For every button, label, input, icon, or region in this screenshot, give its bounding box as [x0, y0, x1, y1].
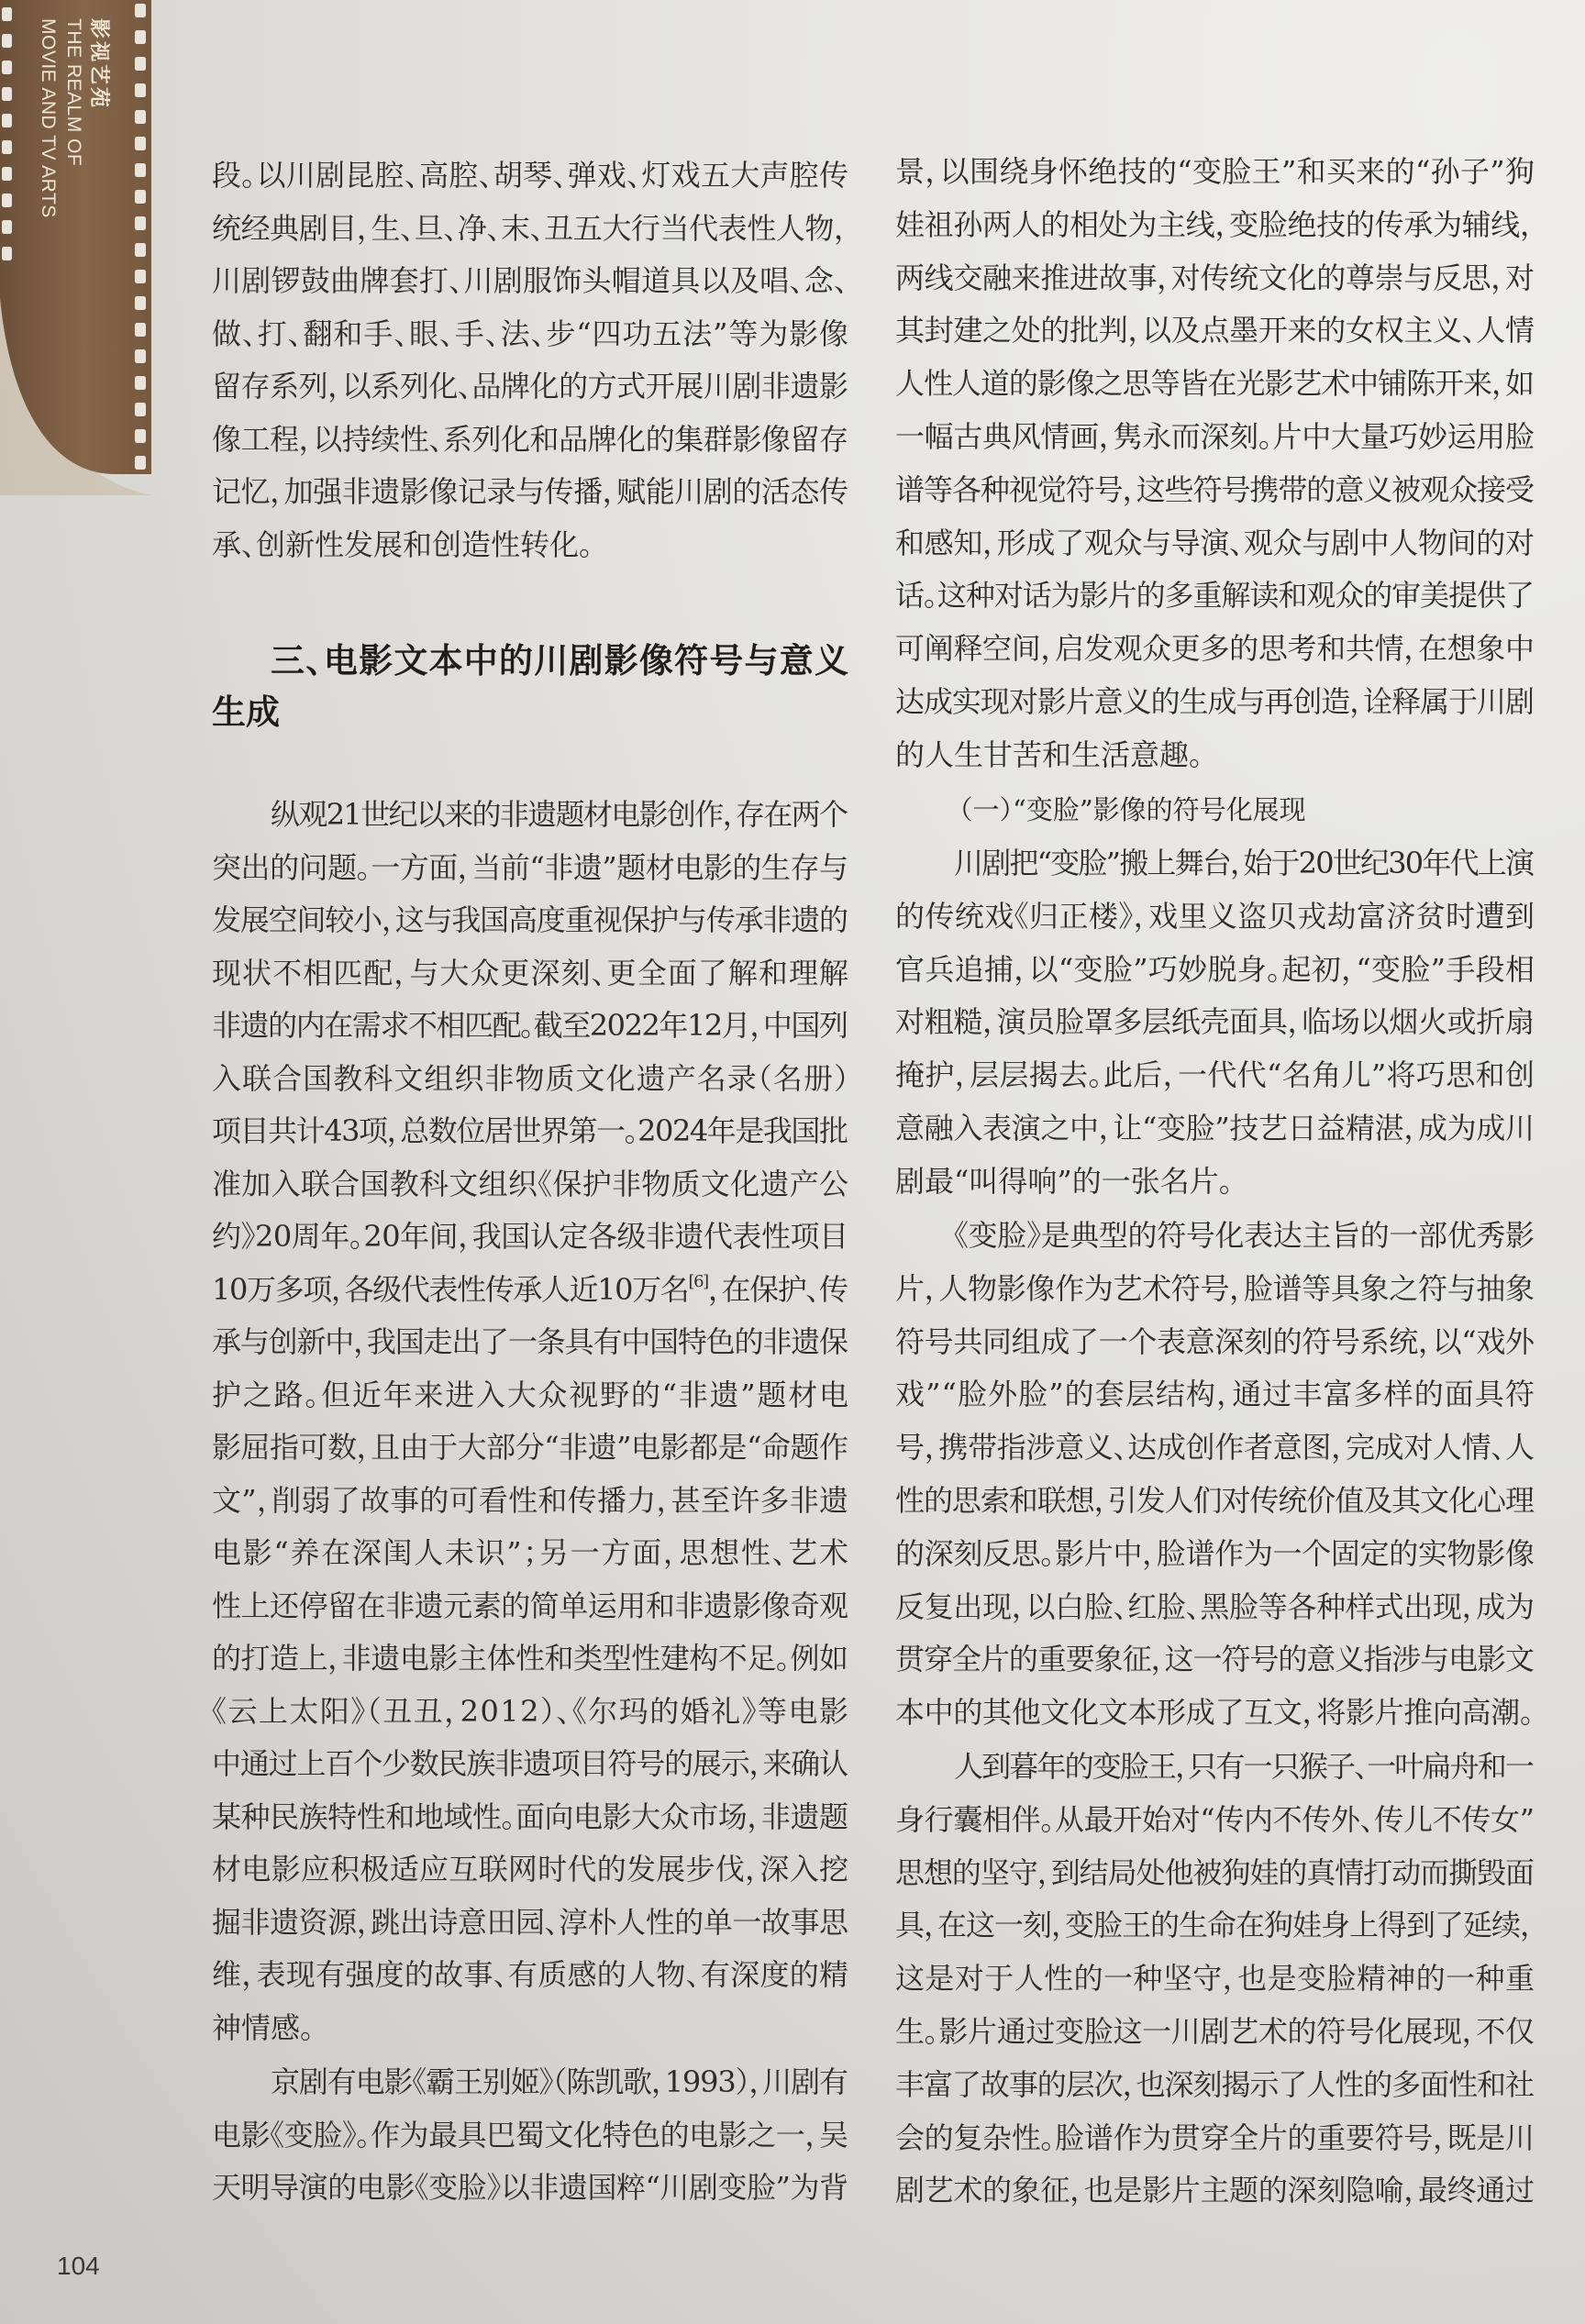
magazine-title-cn: 影视艺苑 [88, 18, 111, 111]
text-segment: ，在保护、传 [707, 1271, 848, 1307]
line-text: 《变脸》是典型的符号化表达主旨的一部优秀影 [954, 1218, 1535, 1253]
line-text: 片，人物影像作为艺术符号，脸谱等具象之符与抽象 [895, 1270, 1535, 1306]
sprocket-hole [135, 376, 146, 390]
line-text: 具，在这一刻，变脸王的生命在狗娃身上得到了延续， [895, 1908, 1534, 1943]
line-text: 其封建之处的批判，以及点墨开来的女权主义、人情 [895, 313, 1535, 349]
line-text: 意融入表演之中，让“变脸”技艺日益精湛，成为成川 [895, 1110, 1535, 1145]
magazine-sidebar-band [0, 0, 156, 495]
text-line [895, 1741, 1535, 1794]
line-text: 对粗糙，演员脸罩多层纸壳面具，临场以烟火或折扇 [895, 1004, 1535, 1040]
line-text: 京剧有电影《霸王别姬》（陈凯歌，1993），川剧有 [271, 2064, 848, 2099]
text-line [895, 199, 1535, 252]
paragraph [895, 1741, 1535, 2218]
text-line [895, 1953, 1535, 2006]
text-line [212, 1527, 848, 1580]
text-line [212, 1422, 848, 1475]
text-segment: 10万多项，各级代表性传承人近10万名 [212, 1271, 689, 1307]
text-line [895, 623, 1535, 676]
line-text: （一）“变脸”影像的符号化展现 [959, 794, 1306, 825]
text-line [212, 1105, 848, 1158]
line-text: 这是对于人性的一种坚守，也是变脸精神的一种重 [895, 1961, 1535, 1997]
text-line [212, 1949, 848, 2002]
line-text: 承与创新中，我国走出了一条具有中国特色的非遗保 [212, 1324, 848, 1359]
text-line [212, 2109, 848, 2163]
magazine-title-en-line1: THE REALM OF [63, 18, 84, 167]
text-line [895, 1581, 1535, 1634]
sprocket-hole [135, 296, 146, 310]
sprocket-hole [135, 30, 146, 44]
line-text: 维，表现有强度的故事、有质感的人物、有深度的精 [212, 1957, 849, 1992]
line-text: 本中的其他文化文本形成了互文，将影片推向高潮。 [895, 1695, 1535, 1731]
text-line [895, 411, 1535, 464]
text-line [895, 1316, 1535, 1369]
text-line [212, 1632, 848, 1686]
text-line [895, 304, 1535, 358]
line-text: 现状不相匹配，与大众更深刻、更全面了解和理解 [212, 955, 850, 990]
text-line [212, 947, 848, 1001]
section-heading [212, 636, 848, 738]
paragraph-continued [895, 146, 1535, 782]
sprocket-hole [135, 190, 146, 204]
sprocket-hole [135, 83, 146, 97]
text-line [895, 891, 1535, 944]
text-line [212, 1369, 848, 1422]
text-line [895, 1156, 1535, 1209]
line-text: 准加入联合国教科文组织《保护非物质文化遗产公 [212, 1166, 849, 1201]
text-line [895, 252, 1535, 305]
sprocket-hole [135, 163, 146, 177]
line-text: 贯穿全片的重要象征，这一符号的意义指涉与电影文 [895, 1642, 1534, 1677]
text-line [895, 464, 1535, 517]
text-line [212, 1316, 848, 1369]
sprocket-hole [2, 140, 12, 154]
text-line [895, 996, 1535, 1049]
sprocket-hole [2, 220, 12, 234]
line-text: 掘非遗资源，跳出诗意田园、淳朴人性的单一故事思 [212, 1904, 848, 1940]
sprocket-hole [135, 323, 146, 337]
text-line [212, 1580, 848, 1633]
sprocket-hole [2, 167, 12, 181]
text-line [895, 2164, 1535, 2218]
line-text: 某种民族特性和地域性。面向电影大众市场，非遗题 [212, 1798, 848, 1834]
sprocket-hole [135, 57, 146, 71]
line-text: 记忆，加强非遗影像记录与传播，赋能川剧的活态传 [212, 474, 848, 509]
line-text: 的打造上，非遗电影主体性和类型性建构不足。例如 [212, 1641, 848, 1676]
text-line [895, 1422, 1535, 1475]
line-text: 话。这种对话为影片的多重解读和观众的审美提供了 [895, 578, 1534, 614]
text-line [895, 358, 1535, 411]
page-number: 104 [57, 2252, 100, 2280]
line-text: 的人生甘苦和生活意趣。 [895, 736, 1204, 772]
line-text: 统经典剧目，生、旦、净、末、丑五大行当代表性人物， [212, 210, 848, 246]
line-text: 发展空间较小，这与我国高度重视保护与传承非遗的 [212, 902, 848, 937]
text-line [212, 636, 848, 687]
line-text: 项目共计43项，总数位居世界第一。2024年是我国批 [212, 1113, 848, 1148]
sprocket-hole [135, 456, 146, 470]
line-text: 身行囊相伴。从最开始对“传内不传外、传儿不传女” [895, 1801, 1535, 1837]
text-line [895, 1899, 1535, 1953]
text-line [212, 519, 848, 572]
line-text: 电影“养在深闺人未识”；另一方面，思想性、艺术 [212, 1535, 850, 1570]
line-text: 护之路。但近年来进入大众视野的“非遗”题材电 [212, 1377, 850, 1412]
text-line [212, 789, 848, 842]
text-line [212, 360, 848, 414]
text-line [895, 2006, 1535, 2059]
subsection-heading [895, 784, 1535, 837]
line-text: 非遗的内在需求不相匹配。截至2022年12月，中国列 [212, 1008, 848, 1043]
line-text: 娃祖孙两人的相处为主线，变脸绝技的传承为辅线， [895, 206, 1535, 242]
line-text: 川剧把“变脸”搬上舞台，始于20世纪30年代上演 [954, 846, 1534, 880]
sprocket-hole [135, 110, 146, 124]
line-text: 官兵追捕，以“变脸”巧妙脱身。起初，“变脸”手段相 [895, 951, 1535, 987]
line-text: 入联合国教科文组织非物质文化遗产名录（名册） [212, 1060, 850, 1096]
sprocket-hole [135, 4, 146, 17]
text-line [212, 1791, 848, 1844]
sprocket-hole [135, 349, 146, 363]
line-text: 影屈指可数，且由于大部分“非遗”电影都是“命题作 [212, 1430, 848, 1465]
text-line [212, 842, 848, 895]
text-line [895, 2112, 1535, 2165]
text-line [212, 2056, 848, 2109]
line-text: 剧艺术的象征，也是影片主题的深刻隐喻，最终通过 [895, 2173, 1535, 2208]
line-text: 谱等各种视觉符号，这些符号携带的意义被观众接受 [895, 471, 1534, 507]
sprocket-hole [135, 216, 146, 230]
text-line [212, 1738, 848, 1791]
line-text: 中通过上百个少数民族非遗项目符号的展示，来确认 [212, 1746, 848, 1781]
line-text: 和感知，形成了观众与导演、观众与剧中人物间的对 [895, 525, 1535, 560]
text-line [212, 255, 848, 308]
sprocket-hole [135, 403, 146, 416]
text-line [895, 729, 1535, 782]
paragraph [895, 837, 1535, 1209]
text-line [895, 784, 1535, 837]
line-text: 丰富了故事的层次，也深刻揭示了人性的多面性和社 [895, 2066, 1534, 2102]
sprocket-hole [2, 194, 12, 207]
line-text: 戏”“脸外脸”的套层结构，通过丰富多样的面具符 [895, 1377, 1536, 1412]
text-line [212, 1475, 848, 1528]
text-line [895, 944, 1535, 997]
line-text: 掩护，层层揭去。此后，一代代“名角儿”将巧思和创 [895, 1057, 1535, 1093]
line-text: 电影《变脸》。作为最具巴蜀文化特色的电影之一，吴 [212, 2117, 848, 2152]
line-text: 川剧锣鼓曲牌套打、川剧服饰头帽道具以及唱、念、 [212, 263, 849, 298]
text-line [212, 414, 848, 467]
text-line [895, 1687, 1535, 1740]
line-text [212, 1264, 848, 1317]
line-text: 人性人道的影像之思等皆在光影艺术中铺陈开来，如 [895, 366, 1534, 402]
line-text: 符号共同组成了一个表意深刻的符号系统，以“戏外 [895, 1323, 1535, 1359]
text-line [895, 1475, 1535, 1528]
line-text: 人到暮年的变脸王，只有一只猴子、一叶扁舟和一 [954, 1749, 1534, 1784]
text-line [212, 1686, 848, 1739]
text-line [212, 466, 848, 519]
sprocket-hole [2, 87, 12, 101]
paragraph [895, 1210, 1535, 1740]
line-text: 留存系列，以系列化、品牌化的方式开展川剧非遗影 [212, 369, 848, 404]
sprocket-hole [135, 429, 146, 443]
line-text: 《云上太阳》（丑丑，2012）、《尔玛的婚礼》等电影 [212, 1693, 850, 1729]
text-line [212, 1211, 848, 1264]
citation-marker: [6] [688, 1271, 708, 1291]
line-text: 做、打、翻和手、眼、手、法、步“四功五法”等为影像 [212, 315, 849, 351]
line-text: 突出的问题。一方面，当前“非遗”题材电影的生存与 [212, 849, 848, 885]
line-text: 纵观21世纪以来的非遗题材电影创作，存在两个 [271, 797, 848, 832]
sprocket-hole [2, 7, 12, 21]
text-line [895, 570, 1535, 623]
line-text: 段。以川剧昆腔、高腔、胡琴、弹戏、灯戏五大声腔传 [212, 158, 849, 193]
text-line [212, 203, 848, 256]
text-line [212, 687, 848, 738]
text-line [212, 2162, 848, 2215]
line-text: 神情感。 [212, 2009, 316, 2045]
line-text: 承、创新性发展和创造性转化。 [212, 526, 594, 562]
sprocket-hole [2, 34, 12, 48]
line-text: 天明导演的电影《变脸》以非遗国粹“川剧变脸”为背 [212, 2170, 848, 2205]
text-line [212, 1897, 848, 1950]
line-text: 景，以围绕身怀绝技的“变脸王”和买来的“孙子”狗 [895, 154, 1535, 189]
text-line [895, 1049, 1535, 1102]
line-text: 反复出现，以白脸、红脸、黑脸等各种样式出现，成为 [895, 1588, 1535, 1624]
text-line [212, 1000, 848, 1053]
line-text: 文”，削弱了故事的可看性和传播力，甚至许多非遗 [212, 1482, 849, 1518]
sprocket-hole [2, 61, 12, 74]
sprocket-hole [2, 247, 12, 260]
line-text: 像工程，以持续性、系列化和品牌化的集群影像留存 [212, 421, 848, 457]
line-text: 剧最“叫得响”的一张名片。 [895, 1163, 1234, 1199]
line-text: 可阐释空间，启发观众更多的思考和共情，在想象中 [895, 631, 1535, 667]
line-text: 两线交融来推进故事，对传统文化的尊崇与反思，对 [895, 260, 1535, 295]
line-text: 的深刻反思。影片中，脸谱作为一个固定的实物影像 [895, 1535, 1535, 1571]
sprocket-hole [135, 243, 146, 257]
text-line [895, 1368, 1535, 1422]
text-line [895, 1794, 1535, 1847]
text-line [895, 1210, 1535, 1263]
text-line [212, 1843, 848, 1897]
line-text: 会的复杂性。脸谱作为贯穿全片的重要符号，既是川 [895, 2119, 1535, 2155]
paragraph [212, 789, 848, 2054]
line-text: 的传统戏《归正楼》，戏里义盗贝戎劫富济贫时遭到 [895, 898, 1535, 934]
magazine-title [35, 18, 112, 293]
line-text: 一幅古典风情画，隽永而深刻。片中大量巧妙运用脸 [895, 418, 1535, 454]
text-line [212, 2002, 848, 2055]
line-text: 思想的坚守，到结局处他被狗娃的真情打动而撕毁面 [895, 1854, 1534, 1890]
paragraph-continued [212, 149, 848, 571]
line-text: 号，携带指涉意义、达成创作者意图，完成对人情、人 [895, 1430, 1535, 1466]
sprocket-hole [2, 114, 12, 127]
text-line [212, 1053, 848, 1106]
line-text: 性上还停留在非遗元素的简单运用和非遗影像奇观 [212, 1588, 848, 1623]
text-line [212, 149, 848, 203]
text-line [895, 1528, 1535, 1581]
line-text: 三、电影文本中的川剧影像符号与意义 [271, 641, 850, 681]
line-text: 生。影片通过变脸这一川剧艺术的符号化展现，不仅 [895, 2013, 1535, 2049]
text-line [895, 517, 1535, 570]
line-text: 达成实现对影片意义的生成与再创造，诠释属于川剧 [895, 683, 1534, 719]
text-line [895, 2059, 1535, 2112]
text-line [895, 676, 1535, 729]
text-line [895, 1633, 1535, 1687]
text-line [895, 1847, 1535, 1900]
line-text: 生成 [212, 692, 280, 732]
text-line [212, 1264, 848, 1317]
magazine-title-en-line2: MOVIE AND TV ARTS [38, 18, 59, 218]
text-line [895, 146, 1535, 199]
line-text: 性的思索和联想，引发人们对传统价值及其文化心理 [895, 1482, 1534, 1518]
text-line [212, 1158, 848, 1212]
text-line [895, 1263, 1535, 1316]
text-line [212, 894, 848, 947]
sprocket-hole [135, 137, 146, 150]
text-line [895, 1102, 1535, 1156]
text-line [212, 308, 848, 361]
sprocket-hole [135, 270, 146, 283]
paragraph [212, 2056, 848, 2215]
line-text: 材电影应积极适应互联网时代的发展步伐，深入挖 [212, 1852, 849, 1887]
text-line [895, 837, 1535, 891]
line-text: 约》20周年。20年间，我国认定各级非遗代表性项目 [212, 1219, 848, 1254]
